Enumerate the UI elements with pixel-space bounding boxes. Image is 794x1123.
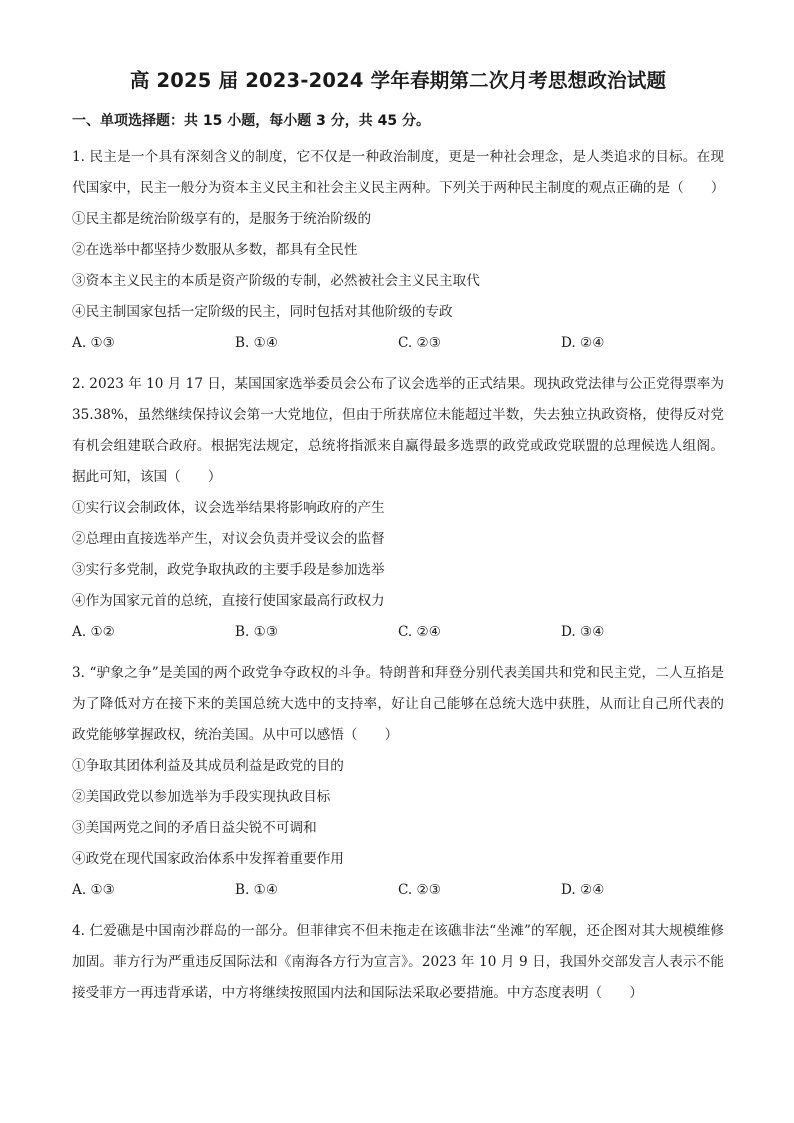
- question-2: [72, 369, 724, 648]
- choice-a: A. ①③: [72, 335, 115, 351]
- choice-c: C. ②④: [398, 624, 441, 640]
- answer-choices: [72, 617, 724, 648]
- choice-b: B. ①④: [235, 335, 279, 351]
- statement-item: ①民主都是统治阶级享有的，是服务于统治阶级的: [72, 211, 372, 227]
- question-3: [72, 658, 724, 906]
- statement-item: ③资本主义民主的本质是资产阶级的专制，必然被社会主义民主取代: [72, 273, 480, 289]
- question-4: [72, 916, 724, 1009]
- answer-choices: [72, 328, 724, 359]
- choice-a: A. ①②: [72, 624, 115, 640]
- page-title: 高 2025 届 2023-2024 学年春期第二次月考思想政治试题: [129, 69, 667, 92]
- statement-item: ④作为国家元首的总统，直接行使国家最高行政权力: [72, 593, 385, 609]
- choice-b: B. ①④: [235, 882, 279, 898]
- statement-item: ①争取其团体利益及其成员利益是政党的目的: [72, 758, 344, 774]
- statement-item: ②美国政党以参加选举为手段实现执政目标: [72, 789, 331, 805]
- choice-d: D. ②④: [561, 882, 605, 898]
- statement-item: ③美国两党之间的矛盾日益尖锐不可调和: [72, 820, 317, 836]
- statement-item: ④政党在现代国家政治体系中发挥着重要作用: [72, 851, 344, 867]
- statement-item: ②总理由直接选举产生，对议会负责并受议会的监督: [72, 531, 385, 547]
- statement-item: ②在选举中都坚持少数服从多数，都具有全民性: [72, 242, 358, 258]
- choice-b: B. ①③: [235, 624, 279, 640]
- question-stem: 2. 2023 年 10 月 17 日，某国国家选举委员会公布了议会选举的正式结果。现执政党法律与公正党得票率为 35.38%，虽然继续保持议会第一大党地位，但由于所获席位未能超过半数，失去独立执政资格，使得反对党有机会组建联合政府。根据宪法规定，总统将指派来自赢得最多选票的政党或政党联盟的总理候选人组阁。据此可知，该国（ ）: [72, 376, 724, 485]
- choice-c: C. ②③: [398, 882, 441, 898]
- choice-d: D. ②④: [561, 335, 605, 351]
- statement-item: ①实行议会制政体，议会选举结果将影响政府的产生: [72, 500, 385, 516]
- statement-item: ④民主制国家包括一定阶级的民主，同时包括对其他阶级的专政: [72, 304, 453, 320]
- answer-choices: [72, 875, 724, 906]
- section-heading: 一、单项选择题：共 15 小题，每小题 3 分，共 45 分。: [72, 113, 430, 129]
- choice-a: A. ①③: [72, 882, 115, 898]
- question-stem: 3. “驴象之争”是美国的两个政党争夺政权的斗争。特朗普和拜登分别代表美国共和党和民主党，二人互掐是为了降低对方在接下来的美国总统大选中的支持率，好让自己能够在总统大选中获胜，从而让自己所代表的政党能够掌握政权，统治美国。从中可以感悟（ ）: [72, 665, 724, 743]
- question-1: [72, 142, 724, 359]
- statement-item: ③实行多党制，政党争取执政的主要手段是参加选举: [72, 562, 385, 578]
- question-stem: 4. 仁爱礁是中国南沙群岛的一部分。但菲律宾不但未拖走在该礁非法“坐滩”的军舰，还企图对其大规模维修加固。菲方行为严重违反国际法和《南海各方行为宣言》。2023 年 10 月 9 日，我国外交部发言人表示不能接受菲方一再违背承诺，中方将继续按照国内法和国际法采取必要措施。中方态度表明（ ）: [72, 923, 724, 1001]
- choice-c: C. ②③: [398, 335, 441, 351]
- question-stem: 1. 民主是一个具有深刻含义的制度，它不仅是一种政治制度，更是一种社会理念，是人类追求的目标。在现代国家中，民主一般分为资本主义民主和社会主义民主两种。下列关于两种民主制度的观点正确的是（ ）: [72, 149, 725, 196]
- choice-d: D. ③④: [561, 624, 605, 640]
